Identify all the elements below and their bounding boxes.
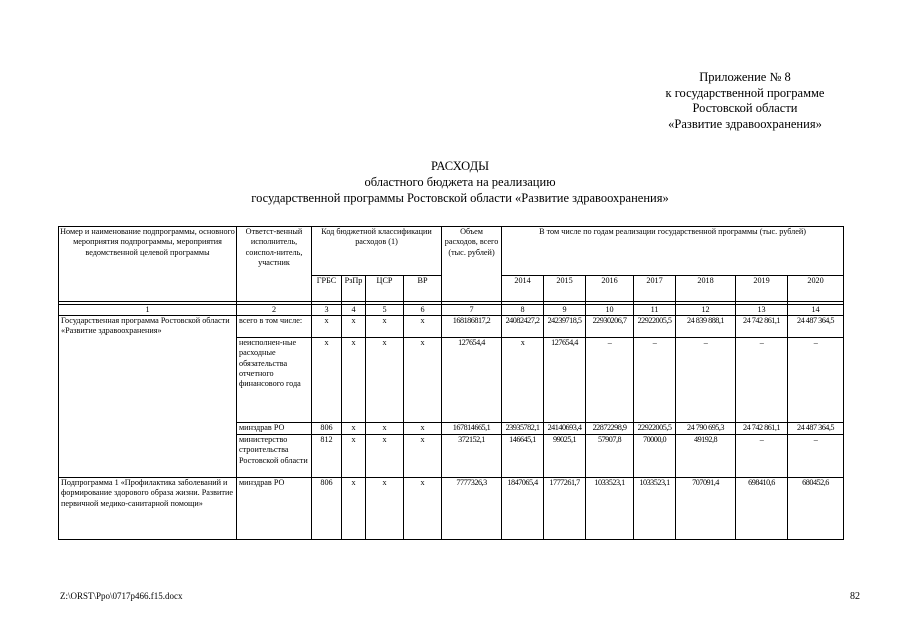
header-years: В том числе по годам реализации государственной программы (тыс. рублей) bbox=[502, 227, 844, 276]
table-row bbox=[59, 478, 844, 540]
table-cell: 1033523,1 bbox=[586, 478, 634, 540]
table-cell: – bbox=[788, 435, 844, 478]
table-cell: 99025,1 bbox=[544, 435, 586, 478]
header-year: 2016 bbox=[586, 276, 634, 302]
table-cell: х bbox=[404, 338, 442, 423]
table-cell: 1777261,7 bbox=[544, 478, 586, 540]
appendix-line: Ростовской области bbox=[692, 101, 798, 115]
header-rzpr: РзПр bbox=[342, 276, 366, 302]
table-cell: 127654,4 bbox=[442, 338, 502, 423]
title-line: РАСХОДЫ bbox=[431, 159, 489, 173]
column-index-row bbox=[59, 305, 844, 316]
table-cell: 812 bbox=[312, 435, 342, 478]
header-vr: ВР bbox=[404, 276, 442, 302]
appendix-number: Приложение № 8 bbox=[699, 70, 791, 84]
column-index: 8 bbox=[502, 305, 544, 316]
column-index: 2 bbox=[237, 305, 312, 316]
column-index: 3 bbox=[312, 305, 342, 316]
table-cell: 7777326,3 bbox=[442, 478, 502, 540]
column-index: 5 bbox=[366, 305, 404, 316]
program-name: Государственная программа Ростовской области «Развитие здравоохранения» bbox=[59, 316, 237, 478]
header-kbk: Код бюджетной классификации расходов (1) bbox=[312, 227, 442, 276]
table-cell: х bbox=[342, 435, 366, 478]
column-index: 11 bbox=[634, 305, 676, 316]
table-cell: 698410,6 bbox=[736, 478, 788, 540]
header-row bbox=[59, 227, 844, 276]
column-index: 1 bbox=[59, 305, 237, 316]
header-grbs: ГРБС bbox=[312, 276, 342, 302]
column-index: 12 bbox=[676, 305, 736, 316]
table-cell: 24 487 364,5 bbox=[788, 423, 844, 435]
header-year: 2020 bbox=[788, 276, 844, 302]
table-row bbox=[59, 316, 844, 338]
table-cell: 22872298,9 bbox=[586, 423, 634, 435]
column-index: 9 bbox=[544, 305, 586, 316]
table-cell: 146645,1 bbox=[502, 435, 544, 478]
table-cell: 24 790 695,3 bbox=[676, 423, 736, 435]
table-cell: х bbox=[342, 478, 366, 540]
table-cell: 49192,8 bbox=[676, 435, 736, 478]
table-cell: 22922005,5 bbox=[634, 423, 676, 435]
column-index: 4 bbox=[342, 305, 366, 316]
appendix-line: к государственной программе bbox=[665, 85, 825, 100]
table-cell: х bbox=[342, 338, 366, 423]
table-cell: – bbox=[788, 338, 844, 423]
file-path: Z:\ORST\Ppo\0717p466.f15.docx bbox=[60, 591, 183, 601]
table-cell: х bbox=[404, 423, 442, 435]
table-cell: х bbox=[312, 316, 342, 338]
table-cell: 24239718,5 bbox=[544, 316, 586, 338]
executor-cell: минздрав РО bbox=[237, 423, 312, 435]
table-cell: х bbox=[366, 338, 404, 423]
column-index: 14 bbox=[788, 305, 844, 316]
table-cell: 24 742 861,1 bbox=[736, 316, 788, 338]
title-line: государственной программы Ростовской области «Развитие здравоохранения» bbox=[251, 191, 669, 205]
title-line: областного бюджета на реализацию bbox=[364, 175, 556, 189]
table-cell: 22930206,7 bbox=[586, 316, 634, 338]
table-cell: 1033523,1 bbox=[634, 478, 676, 540]
header-year: 2015 bbox=[544, 276, 586, 302]
table-cell: 707091,4 bbox=[676, 478, 736, 540]
table-cell: 24082427,2 bbox=[502, 316, 544, 338]
appendix-line: «Развитие здравоохранения» bbox=[668, 116, 822, 131]
table-cell: 23935782,1 bbox=[502, 423, 544, 435]
table-cell: х bbox=[366, 316, 404, 338]
header-year: 2018 bbox=[676, 276, 736, 302]
header-year: 2019 bbox=[736, 276, 788, 302]
table-cell: х bbox=[366, 435, 404, 478]
column-index: 13 bbox=[736, 305, 788, 316]
table-cell: 680452,6 bbox=[788, 478, 844, 540]
header-year: 2017 bbox=[634, 276, 676, 302]
table-cell: 24140693,4 bbox=[544, 423, 586, 435]
table-cell: – bbox=[736, 338, 788, 423]
table-cell: х bbox=[404, 435, 442, 478]
executor-cell: всего в том числе: bbox=[237, 316, 312, 338]
table-cell: 372152,1 bbox=[442, 435, 502, 478]
executor-cell: неисполнен-ные расходные обязательства отчетного финансового года bbox=[237, 338, 312, 423]
appendix-block bbox=[600, 70, 890, 132]
header-volume: Объем расходов, всего (тыс. рублей) bbox=[442, 227, 502, 302]
table-cell: 24 839 888,1 bbox=[676, 316, 736, 338]
header-name: Номер и наименование подпрограммы, основного мероприятия подпрограммы, мероприятия ведомственной целевой программы bbox=[59, 227, 237, 302]
header-executor: Ответст-венный исполнитель, соиспол-нитель, участник bbox=[237, 227, 312, 302]
table-cell: х bbox=[342, 423, 366, 435]
table-cell: х bbox=[502, 338, 544, 423]
executor-cell: министерство строительства Ростовской области bbox=[237, 435, 312, 478]
subprogram-name: Подпрограмма 1 «Профилактика заболеваний и формирование здорового образа жизни. Развитие первичной медико-санитарной помощи» bbox=[59, 478, 237, 540]
table-cell: х bbox=[312, 338, 342, 423]
table-cell: 127654,4 bbox=[544, 338, 586, 423]
document-title bbox=[150, 158, 770, 206]
table-cell: 22922005,5 bbox=[634, 316, 676, 338]
table-cell: – bbox=[634, 338, 676, 423]
column-index: 7 bbox=[442, 305, 502, 316]
expenses-table bbox=[58, 226, 844, 540]
table-cell: х bbox=[366, 478, 404, 540]
table-cell: – bbox=[676, 338, 736, 423]
table-cell: 806 bbox=[312, 423, 342, 435]
table-cell: 24 487 364,5 bbox=[788, 316, 844, 338]
table-cell: х bbox=[404, 478, 442, 540]
table-cell: 24 742 861,1 bbox=[736, 423, 788, 435]
table-cell: 168186817,2 bbox=[442, 316, 502, 338]
page-number: 82 bbox=[850, 591, 860, 602]
header-year: 2014 bbox=[502, 276, 544, 302]
table-cell: 57907,8 bbox=[586, 435, 634, 478]
table-cell: х bbox=[366, 423, 404, 435]
column-index: 6 bbox=[404, 305, 442, 316]
table-cell: 167814665,1 bbox=[442, 423, 502, 435]
table-cell: 806 bbox=[312, 478, 342, 540]
table-cell: – bbox=[586, 338, 634, 423]
table-cell: х bbox=[404, 316, 442, 338]
executor-cell: минздрав РО bbox=[237, 478, 312, 540]
table-cell: 1847065,4 bbox=[502, 478, 544, 540]
table-cell: х bbox=[342, 316, 366, 338]
table-cell: – bbox=[736, 435, 788, 478]
column-index: 10 bbox=[586, 305, 634, 316]
header-csr: ЦСР bbox=[366, 276, 404, 302]
table-cell: 70000,0 bbox=[634, 435, 676, 478]
